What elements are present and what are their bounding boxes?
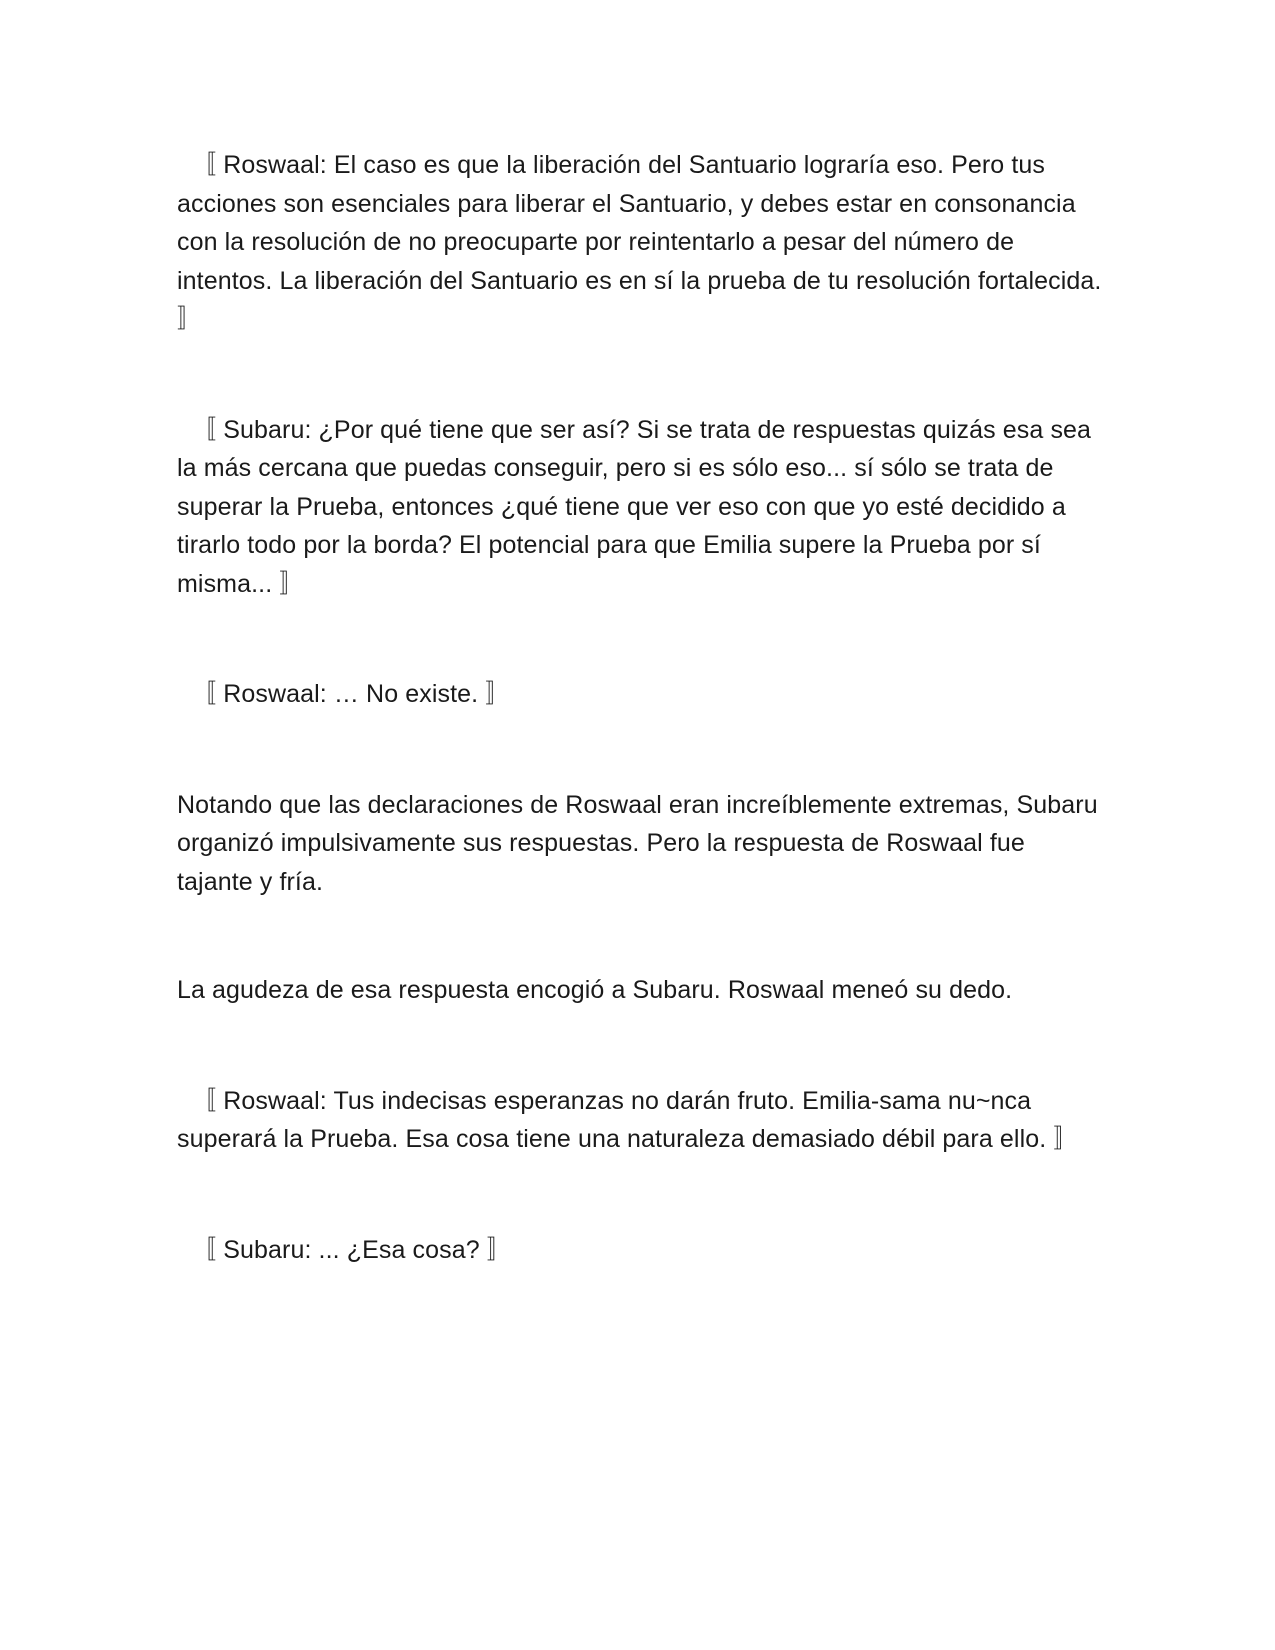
paragraph-spacer [177, 1010, 1102, 1082]
paragraph-spacer [177, 1159, 1102, 1231]
text-column [177, 146, 1102, 1269]
paragraph-subaru-question: 〚 Subaru: ¿Por qué tiene que ser así? Si se trata de respuestas quizás esa sea la más cercana que puedas conseguir, pero si es sólo eso... sí sólo se trata de superar la Prueba, entonces ¿qué tiene que ver eso con que yo esté decidido a tirarlo todo por la borda? El potencial para que Emilia supere la Prueba por sí misma... 〛 [177, 415, 1092, 598]
paragraph-roswaal-esperanzas: 〚 Roswaal: Tus indecisas esperanzas no darán fruto. Emilia-sama nu~nca superará la Prueba. Esa cosa tiene una naturaleza demasiado débil para ello. 〛 [177, 1086, 1079, 1153]
paragraph-subaru-esa-cosa: 〚 Subaru: ... ¿Esa cosa? 〛 [177, 1235, 512, 1264]
paragraph-roswaal-santuario: 〚 Roswaal: El caso es que la liberación del Santuario lograría eso. Pero tus acciones son esenciales para liberar el Santuario, y debes estar en consonancia con la resolución de no preocuparte por reintentarlo a pesar del número de intentos. La liberación del Santuario es en sí la prueba de tu resolución fortalecida. 〛 [177, 151, 1102, 333]
paragraph-spacer [177, 714, 1102, 786]
paragraph-narration-agudeza: La agudeza de esa respuesta encogió a Subaru. Roswaal meneó su dedo. [177, 976, 1013, 1004]
paragraph-spacer [177, 339, 1102, 411]
paragraph-spacer [177, 901, 1102, 971]
paragraph-narration-declaraciones: Notando que las declaraciones de Roswaal eran increíblemente extremas, Subaru organizó impulsivamente sus respuestas. Pero la respuesta de Roswaal fue tajante y fría. [177, 790, 1098, 896]
paragraph-spacer [177, 603, 1102, 675]
paragraph-roswaal-no-existe: 〚 Roswaal: … No existe. 〛 [177, 680, 511, 708]
